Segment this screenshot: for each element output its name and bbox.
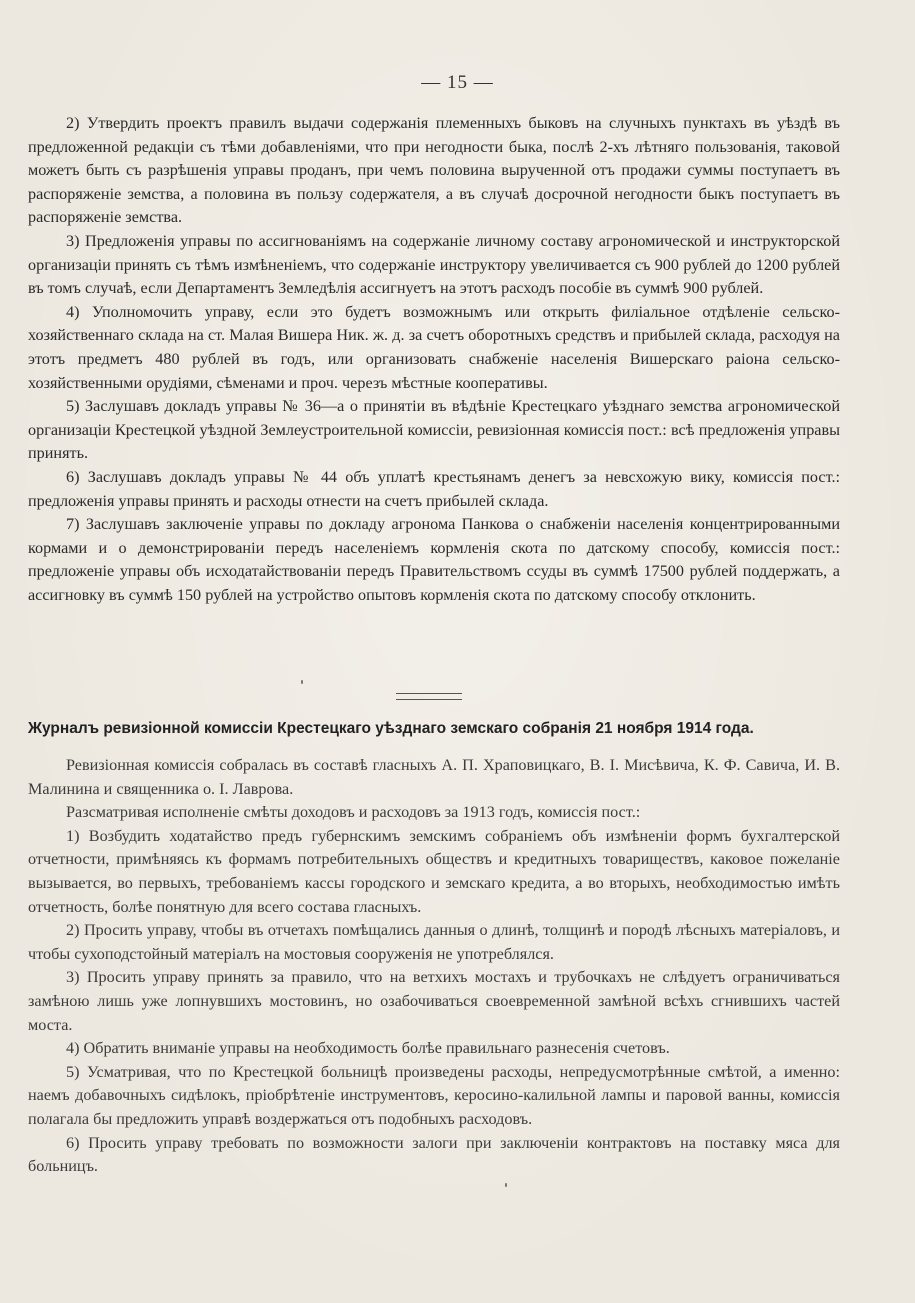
paragraph: 5) Усматривая, что по Крестецкой больницѣ произведены расходы, непредусмотрѣнные смѣтой, а именно: наемъ добавочныхъ сидѣлокъ, пріобрѣтеніе инструментовъ, керосино-калильной лампы и паровой ванны, комиссія полагала бы предложить управѣ воздержаться отъ подобныхъ расходовъ. <box>28 1062 840 1128</box>
paragraph: 3) Предложенія управы по ассигнованіямъ на содержаніе личному составу агрономической и инструкторской организаціи принять съ тѣмъ измѣненіемъ, что содержаніе инструктору увеличивается съ 900 рублей до 1200 рублей въ томъ случаѣ, если Департаментъ Земледѣлія ассигнуетъ на этотъ расходъ пособіе въ суммѣ 900 рублей. <box>28 231 840 298</box>
paragraph: 3) Просить управу принять за правило, что на ветхихъ мостахъ и трубочкахъ не слѣдуетъ ограничиваться замѣною лишь уже лопнувшихъ мостовинъ, но озабочиваться своевременной замѣной всѣхъ сгнившихъ частей моста. <box>28 968 840 1034</box>
revision-commission-journal <box>28 718 840 1179</box>
paragraph: 6) Просить управу требовать по возможности залоги при заключеніи контрактовъ на поставку мяса для больницъ. <box>28 1133 840 1176</box>
page-number: — 15 — <box>421 72 494 93</box>
paragraph: Ревизіонная комиссія собралась въ составѣ гласныхъ А. П. Храповицкаго, В. І. Мисѣвича, К. Ф. Савича, И. В. Малинина и священника о. І. Лаврова. <box>28 756 840 798</box>
resolutions-section <box>28 112 840 607</box>
paragraph: 1) Возбудить ходатайство предъ губернскимъ земскимъ собраніемъ объ измѣненіи формъ бухгалтерской отчетности, примѣняясь къ формамъ потребительныхъ обществъ и кредитныхъ товариществъ, каковое пожеланіе вызывается, во первыхъ, требованіемъ кассы городского и земскаго кредита, а во вторыхъ, необходимостью имѣть отчетность, болѣе понятную для всего состава гласныхъ. <box>28 826 840 916</box>
paragraph: Разсматривая исполненіе смѣты доходовъ и расходовъ за 1913 годъ, комиссія пост.: <box>66 803 641 822</box>
paragraph: 4) Уполномочить управу, если это будетъ возможнымъ или открыть филіальное отдѣленіе сельско-хозяйственнаго склада на ст. Малая Вишера Ник. ж. д. за счетъ оборотныхъ средствъ и прибылей склада, расходуя на этотъ предметъ 480 рублей въ годъ, или организовать снабженіе населенія Вишерскаго раіона сельско-хозяйственными орудіями, сѣменами и проч. черезъ мѣстные кооперативы. <box>28 302 840 392</box>
paragraph: 6) Заслушавъ докладъ управы № 44 объ уплатѣ крестьянамъ денегъ за невсхожую вику, комиссія пост.: предложенія управы принять и расходы отнести на счетъ прибылей склада. <box>28 467 840 510</box>
paragraph: 5) Заслушавъ докладъ управы № 36—а о принятіи въ вѣдѣніе Крестецкаго уѣзднаго земства агрономической организаціи Крестецкой уѣздной Землеустроительной комиссіи, ревизіонная комиссія пост.: всѣ предложенія управы принять. <box>28 397 840 463</box>
paragraph: 4) Обратить вниманіе управы на необходимость болѣе правильнаго разнесенія счетовъ. <box>66 1039 670 1058</box>
journal-heading: Журналъ ревизіонной комиссіи Крестецкаго уѣзднаго земскаго собранія 21 ноября 1914 года. <box>28 720 754 737</box>
paragraph: 2) Просить управу, чтобы въ отчетахъ помѣщались данныя о длинѣ, толщинѣ и породѣ лѣсныхъ матеріаловъ, и чтобы сухоподстойный матеріалъ на мостовыя сооруженія не употреблялся. <box>28 921 840 963</box>
paragraph: 2) Утвердить проектъ правилъ выдачи содержанія племенныхъ быковъ на случныхъ пунктахъ въ уѣздѣ въ предложенной редакціи съ тѣми добавленіями, что при негодности быка, послѣ 2-хъ лѣтняго пользованія, таковой можетъ быть съ разрѣшенія управы проданъ, при чемъ половина вырученной отъ продажи суммы поступаетъ въ распоряженіе земства, а половина въ пользу содержателя, а въ случаѣ досрочной негодности быкъ поступаетъ въ распоряженіе земства. <box>28 114 840 227</box>
ink-speck <box>505 1183 507 1187</box>
paragraph: 7) Заслушавъ заключеніе управы по докладу агронома Панкова о снабженіи населенія концентрированными кормами и о демонстрированіи передъ населеніемъ кормленія скота по датскому способу, комиссія пост.: предложеніе управы объ исходатайствованіи передъ Правительствомъ ссуды въ суммѣ 17500 рублей поддержать, а ассигновку въ суммѣ 150 рублей на устройство опытовъ кормленія скота по датскому способу отклонить. <box>28 515 840 604</box>
section-divider <box>396 693 462 700</box>
ink-speck <box>301 680 303 684</box>
